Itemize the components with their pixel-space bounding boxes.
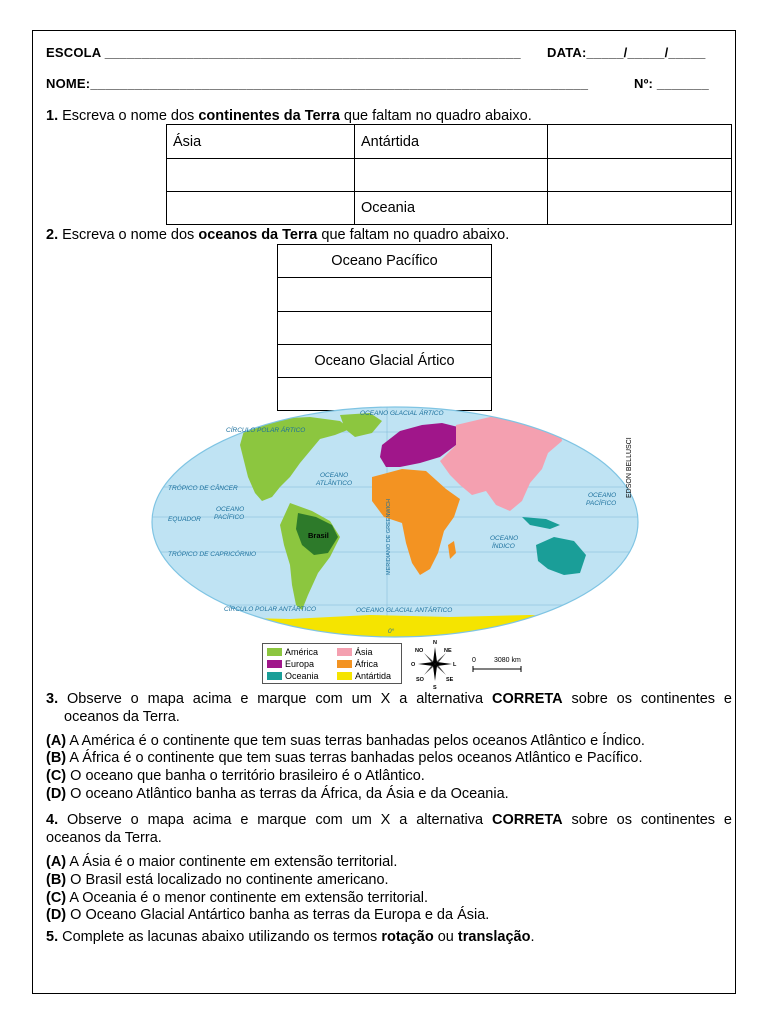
- escola-field[interactable]: ESCOLA ________________________________________________________: [46, 45, 521, 60]
- label-zero-deg: 0°: [388, 628, 395, 635]
- compass-ne: NE: [444, 648, 452, 654]
- label-pacifico-w-1: OCEANO: [216, 506, 245, 513]
- option-4d[interactable]: (D) O Oceano Glacial Antártico banha as terras da Europa e da Ásia.: [46, 907, 490, 923]
- label-tropico-cancer: TRÓPICO DE CÂNCER: [168, 485, 238, 492]
- legend-item: Antártida: [337, 671, 391, 681]
- world-map: [150, 405, 640, 640]
- table-cell[interactable]: Antártida: [355, 125, 548, 159]
- label-atlantico-2: ATLÂNTICO: [316, 480, 352, 487]
- legend-item: Oceania: [267, 671, 319, 681]
- table-cell[interactable]: Oceano Pacífico: [278, 245, 492, 278]
- label-pacifico-e-2: PACÍFICO: [586, 500, 617, 507]
- question-number: 3.: [46, 691, 59, 707]
- table-cell[interactable]: [355, 159, 548, 192]
- label-glacial-artico: OCEANO GLACIAL ÁRTICO: [360, 410, 444, 417]
- question-3-line1: 3. Observe o mapa acima e marque com um X a alternativa CORRETA sobre os continentes e: [46, 691, 732, 707]
- map-credit: EDSON BELLUSCI: [626, 437, 633, 498]
- legend-swatch: [337, 672, 352, 680]
- label-tropico-capricornio: TRÓPICO DE CAPRICÓRNIO: [168, 551, 257, 558]
- option-4c[interactable]: (C) A Oceania é o menor continente em extensão territorial.: [46, 890, 429, 906]
- compass-l: L: [453, 662, 457, 668]
- legend-swatch: [337, 660, 352, 668]
- oceans-table: [277, 244, 492, 411]
- table-cell[interactable]: Ásia: [167, 125, 355, 159]
- label-indico-2: ÍNDICO: [492, 543, 515, 550]
- legend-swatch: [267, 648, 282, 656]
- scale-bar: [468, 656, 528, 676]
- option-4b[interactable]: (B) O Brasil está localizado no continente americano.: [46, 872, 389, 888]
- label-meridiano: MERIDIANO DE GREENWICH: [386, 498, 392, 575]
- table-cell[interactable]: [548, 192, 732, 225]
- option-3d[interactable]: (D) O oceano Atlântico banha as terras da África, da Ásia e da Oceania.: [46, 786, 509, 802]
- label-brasil: Brasil: [308, 531, 329, 540]
- compass-se: SE: [446, 677, 454, 683]
- antarctica-shape: [150, 615, 640, 640]
- option-3a[interactable]: (A) A América é o continente que tem suas terras banhadas pelos oceanos Atlântico e Índico.: [46, 733, 645, 749]
- question-number: 5.: [46, 929, 59, 945]
- question-number: 4.: [46, 812, 59, 828]
- question-4-line2: oceanos da Terra.: [46, 830, 162, 846]
- table-cell[interactable]: Oceania: [355, 192, 548, 225]
- label-equador: EQUADOR: [168, 516, 201, 523]
- compass-no: NO: [415, 648, 424, 654]
- table-cell[interactable]: [548, 159, 732, 192]
- compass-o: O: [411, 662, 416, 668]
- question-4-line1: 4. Observe o mapa acima e marque com um X a alternativa CORRETA sobre os continentes e: [46, 812, 732, 828]
- table-cell[interactable]: [167, 159, 355, 192]
- nome-field[interactable]: NOME:___________________________________________________________________: [46, 76, 589, 91]
- table-cell[interactable]: [278, 278, 492, 312]
- numero-field[interactable]: Nº: _______: [634, 76, 709, 91]
- question-5: 5. Complete as lacunas abaixo utilizando os termos rotação ou translação.: [46, 929, 535, 945]
- compass-s: S: [433, 685, 437, 690]
- legend-item: Europa: [267, 659, 314, 669]
- label-indico-1: OCEANO: [490, 535, 519, 542]
- question-3-line2: oceanos da Terra.: [64, 709, 180, 725]
- table-cell[interactable]: [167, 192, 355, 225]
- legend-swatch: [337, 648, 352, 656]
- label-circulo-polar-artico: CÍRCULO POLAR ÁRTICO: [226, 427, 306, 434]
- table-cell[interactable]: [548, 125, 732, 159]
- compass-n: N: [433, 640, 437, 646]
- question-2: 2. Escreva o nome dos oceanos da Terra que faltam no quadro abaixo.: [46, 227, 510, 243]
- label-glacial-antartico: OCEANO GLACIAL ANTÁRTICO: [356, 607, 453, 614]
- legend-swatch: [267, 660, 282, 668]
- table-cell[interactable]: [278, 312, 492, 345]
- legend-item: América: [267, 647, 318, 657]
- label-circulo-polar-antartico: CÍRCULO POLAR ANTÁRTICO: [224, 606, 317, 613]
- label-pacifico-w-2: PACÍFICO: [214, 514, 245, 521]
- date-field[interactable]: DATA:_____/_____/_____: [547, 45, 706, 60]
- table-cell[interactable]: Oceano Glacial Ártico: [278, 345, 492, 378]
- option-4a[interactable]: (A) A Ásia é o maior continente em extensão territorial.: [46, 854, 398, 870]
- label-atlantico-1: OCEANO: [320, 472, 349, 479]
- option-3b[interactable]: (B) A África é o continente que tem suas terras banhadas pelos oceanos Atlântico e Pacífico.: [46, 750, 643, 766]
- legend-item: Ásia: [337, 647, 373, 657]
- option-3c[interactable]: (C) O oceano que banha o território brasileiro é o Atlântico.: [46, 768, 425, 784]
- question-number: 1.: [46, 108, 59, 124]
- legend-swatch: [267, 672, 282, 680]
- scale-zero: 0: [472, 657, 476, 664]
- compass-so: SO: [416, 677, 424, 683]
- map-legend: [262, 643, 402, 684]
- label-pacifico-e-1: OCEANO: [588, 492, 617, 499]
- legend-item: África: [337, 659, 378, 669]
- compass-rose-icon: [408, 638, 462, 690]
- question-number: 2.: [46, 227, 59, 243]
- scale-line: [472, 666, 522, 672]
- continents-table: [166, 124, 732, 225]
- scale-km: 3080 km: [494, 657, 521, 664]
- question-1: 1. Escreva o nome dos continentes da Terra que faltam no quadro abaixo.: [46, 108, 532, 124]
